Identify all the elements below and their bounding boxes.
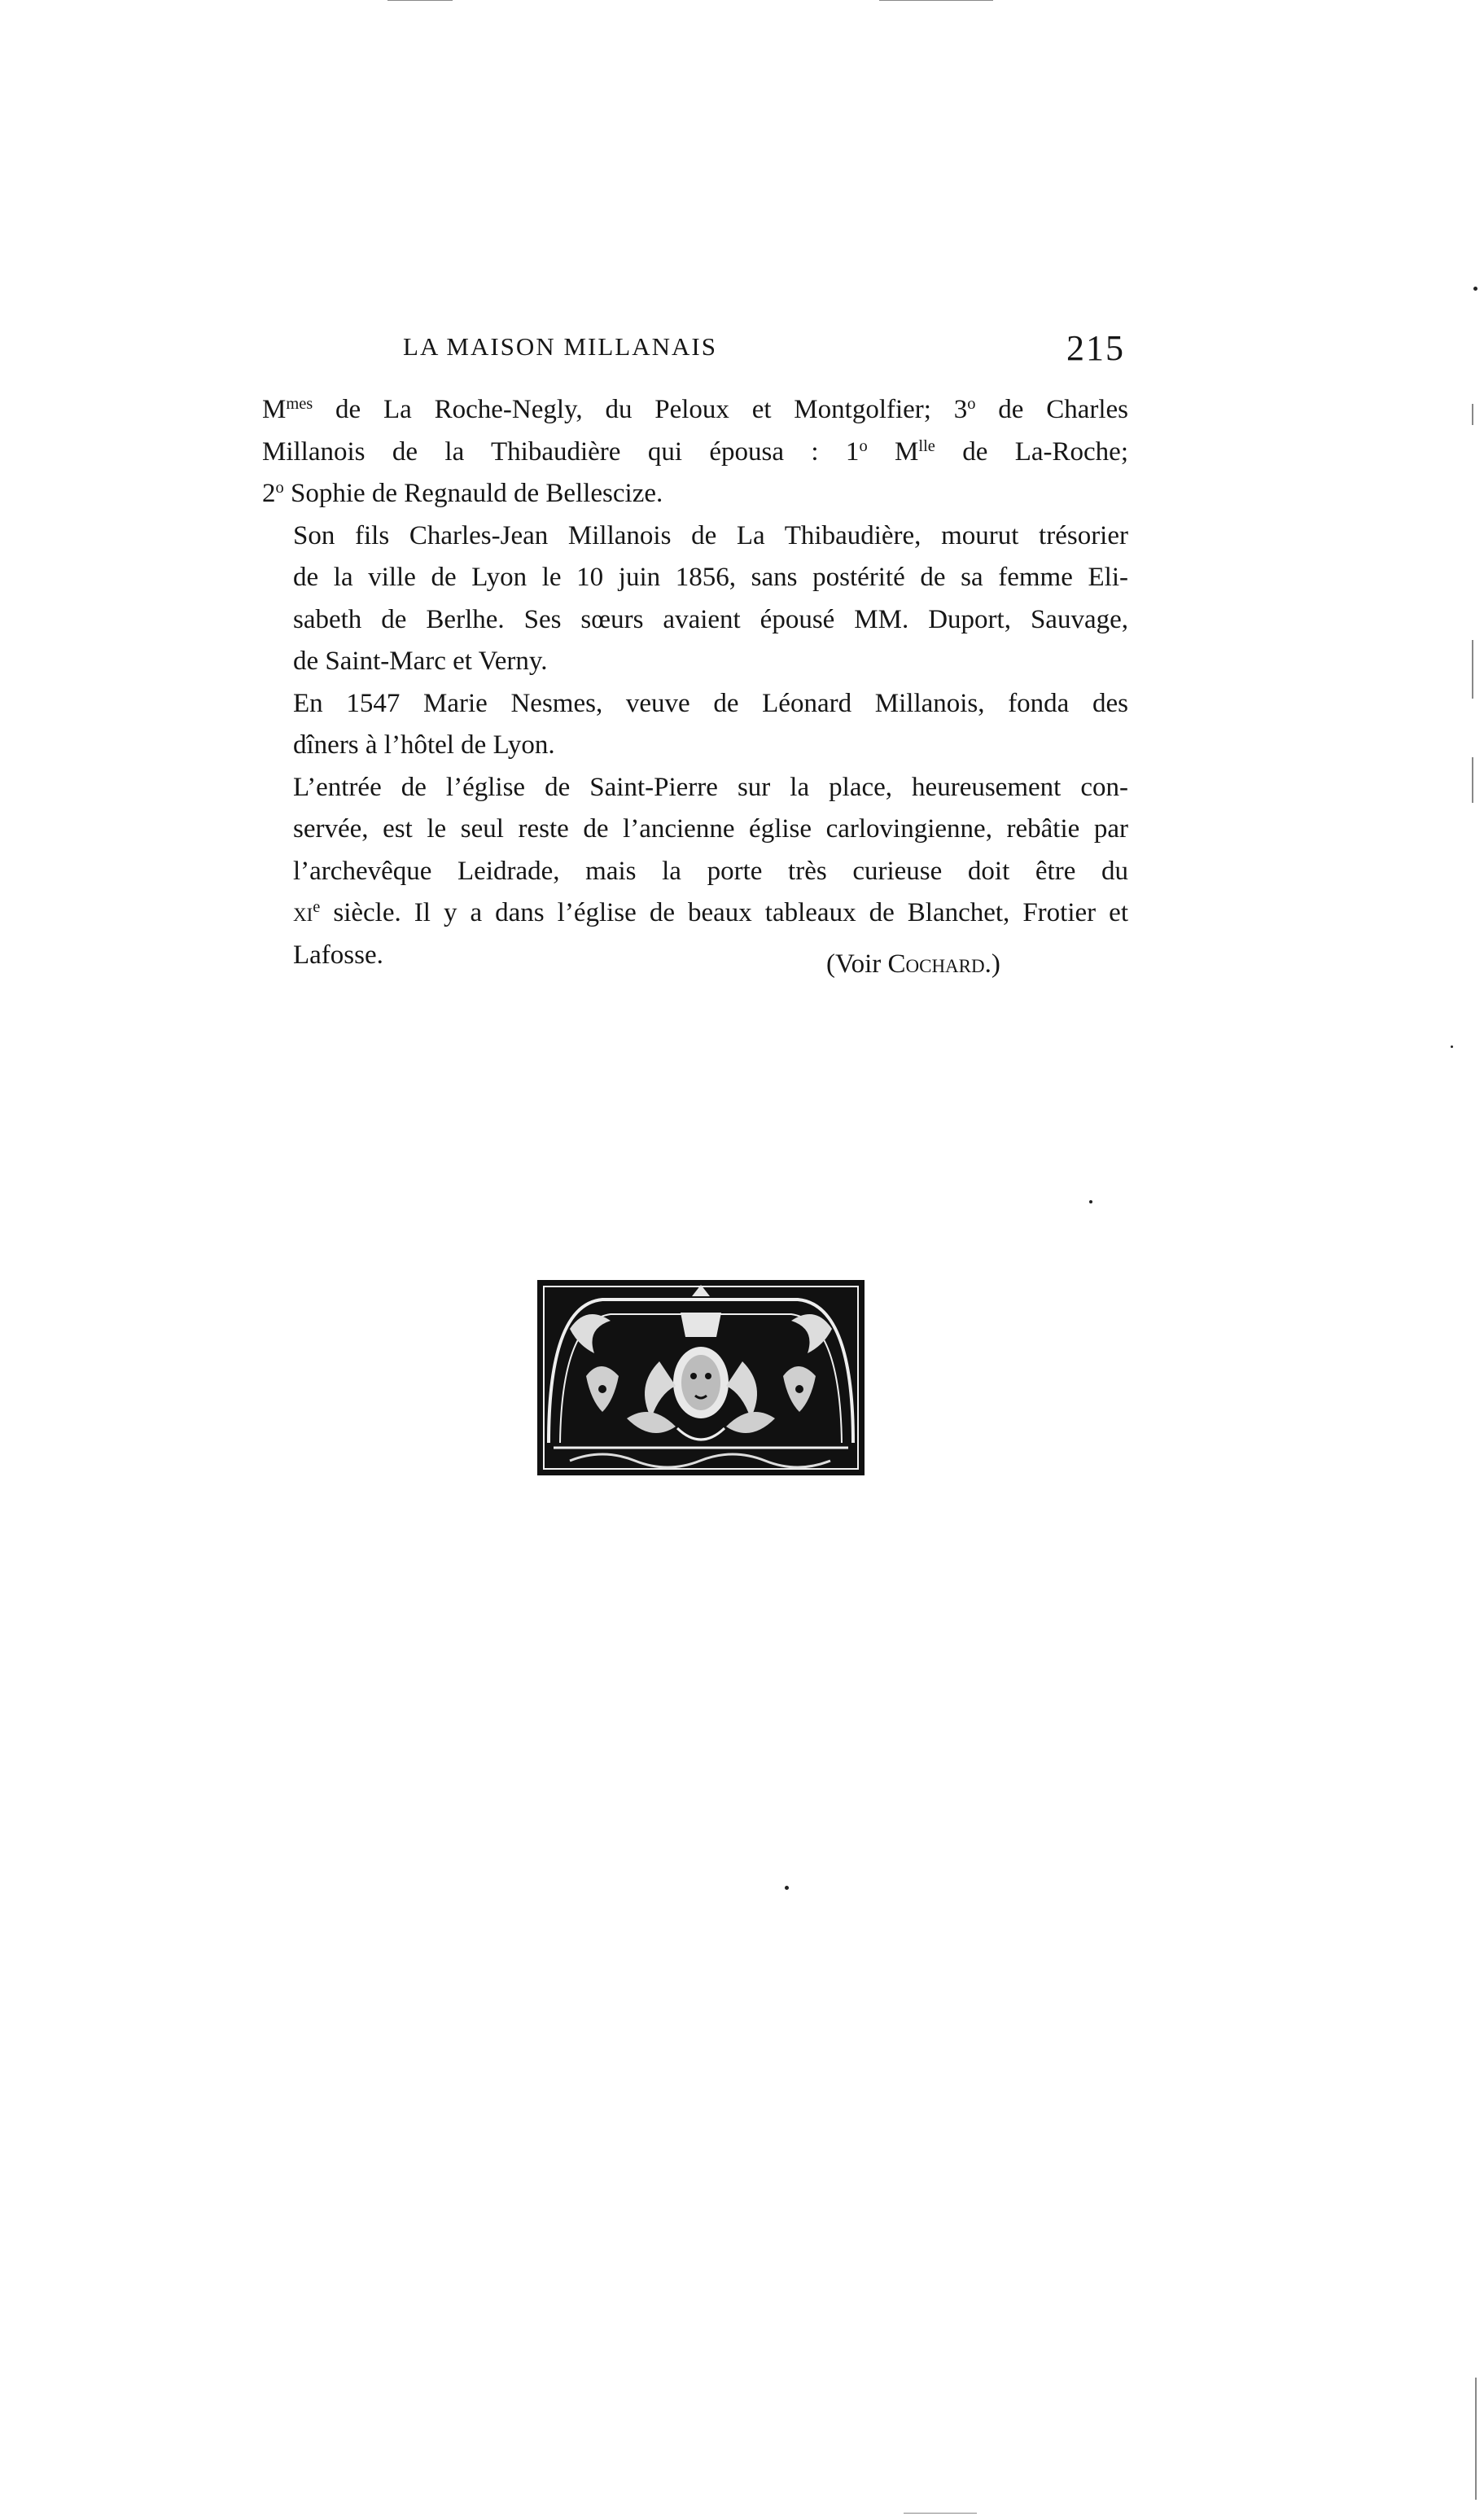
page-header: [0, 328, 1484, 381]
print-speck: [1089, 1200, 1092, 1203]
text-line: Lafosse.: [293, 940, 383, 970]
text-line: de Saint-Marc et Verny.: [293, 647, 548, 676]
page-edge-mark: [1472, 404, 1473, 425]
print-speck: [785, 1886, 789, 1890]
text-line: servée, est le seul reste de l’ancienne église carlovingienne, rebâtie par: [293, 814, 1128, 844]
page-edge-mark: [1475, 2378, 1477, 2500]
text-line: L’entrée de l’église de Saint-Pierre sur la place, heureusement con-: [293, 772, 1128, 802]
page-edge-mark: [1472, 757, 1473, 803]
text-line: Son fils Charles-Jean Millanois de La Thibaudière, mourut trésorier: [293, 520, 1128, 550]
body-text: [262, 389, 1128, 976]
title-abbrev: $M^{mes}$: [262, 394, 313, 424]
citation: (Voir Cochard.): [826, 949, 1000, 979]
paragraph-1: [262, 389, 1128, 515]
text-line: de la ville de Lyon le 10 juin 1856, sans postérité de sa femme Eli-: [293, 563, 1128, 592]
paragraph-4: [262, 767, 1128, 977]
running-title: LA MAISON MILLANAIS: [403, 332, 717, 361]
superscript: mes: [286, 394, 313, 413]
page-edge-mark: [387, 0, 453, 1]
text-line: 2$^o$ Sophie de Regnauld de Bellescize.: [262, 478, 663, 508]
cited-author: Cochard: [887, 949, 985, 979]
text-line: $xi^e$ siècle. Il y a dans l’église de beaux tableaux de Blanchet, Frotier et: [293, 897, 1128, 927]
print-speck: [1473, 287, 1477, 291]
text-line: En 1547 Marie Nesmes, veuve de Léonard Millanois, fonda des: [293, 688, 1128, 718]
woodcut-ornament: [537, 1280, 865, 1475]
page-edge-mark: [879, 0, 993, 1]
page-edge-mark: [1472, 640, 1473, 699]
text-line: l’archevêque Leidrade, mais la porte très curieuse doit être du: [293, 856, 1128, 886]
page-number: 215: [1066, 328, 1125, 368]
paragraph-3: [262, 683, 1128, 767]
paragraph-2: [262, 515, 1128, 683]
text-line: $M^{mes}$ de La Roche-Negly, du Peloux et Montgolfier; 3$^o$ de Charles: [262, 394, 1129, 424]
text-line: Millanois de la Thibaudière qui épousa : 1$^o$ $M^{lle}$ de La-Roche;: [262, 436, 1129, 467]
text-line: dîners à l’hôtel de Lyon.: [293, 730, 555, 760]
print-speck: [1451, 1045, 1453, 1048]
page-edge-mark: [904, 2513, 977, 2514]
text-line: sabeth de Berlhe. Ses sœurs avaient épousé MM. Duport, Sauvage,: [293, 604, 1128, 634]
